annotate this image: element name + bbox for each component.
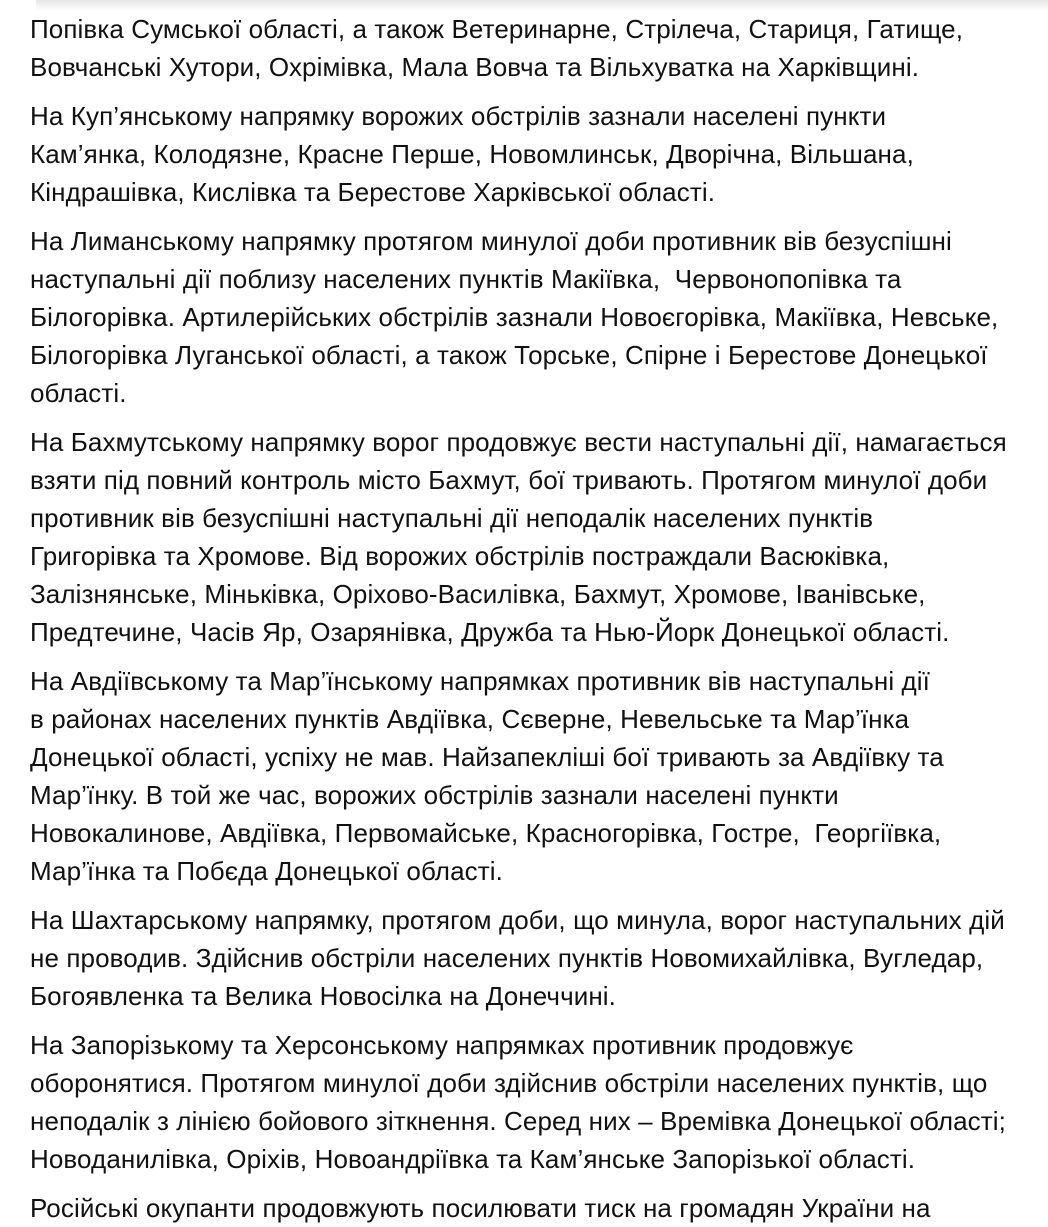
text-line: На Запорізькому та Херсонському напрямках противник продовжує: [30, 1030, 854, 1060]
text-line: Залізнянське, Міньківка, Оріхово-Василівка, Бахмут, Хромове, Іванівське,: [30, 579, 926, 609]
text-line: противник вів безуспішні наступальні дії неподалік населених пунктів: [30, 503, 874, 533]
text-line: На Авдіївському та Мар’їнському напрямках противник вів наступальні дії: [30, 666, 930, 696]
text-line: в районах населених пунктів Авдіївка, Сєверне, Невельське та Мар’їнка: [30, 704, 910, 734]
text-line: неподалік з лінією бойового зіткнення. Серед них – Времівка Донецької області;: [30, 1106, 1006, 1136]
text-line: Предтечине, Часів Яр, Озарянівка, Дружба та Нью-Йорк Донецької області.: [30, 617, 950, 647]
text-line: Мар’їнка та Побєда Донецької області.: [30, 856, 503, 886]
text-line: На Куп’янському напрямку ворожих обстрілів зазнали населені пункти: [30, 101, 887, 131]
text-line: наступальні дії поблизу населених пунктів Макіївка, Червонопопівка та: [30, 264, 902, 294]
text-line: оборонятися. Протягом минулої доби здійснив обстріли населених пунктів, що: [30, 1068, 988, 1098]
paragraph: [30, 10, 1022, 86]
text-line: На Лиманському напрямку протягом минулої доби противник вів безуспішні: [30, 226, 952, 256]
text-line: Донецької області, успіху не мав. Найзапекліші бої тривають за Авдіївку та: [30, 742, 944, 772]
text-line: Новоданилівка, Оріхів, Новоандріївка та Кам’янське Запорізької області.: [30, 1144, 916, 1174]
text-line: Російські окупанти продовжують посилювати тиск на громадян України на: [30, 1193, 931, 1223]
image-bottom-edge: [36, 0, 1048, 11]
text-line: взяти під повний контроль місто Бахмут, бої тривають. Протягом минулої доби: [30, 465, 988, 495]
text-line: На Шахтарському напрямку, протягом доби, що минула, ворог наступальних дій: [30, 905, 1005, 935]
paragraph: [30, 1189, 1022, 1227]
paragraph: [30, 662, 1022, 890]
text-line: Попівка Сумської області, а також Ветеринарне, Стрілеча, Стариця, Гатище,: [30, 14, 964, 44]
text-line: Мар’їнку. В той же час, ворожих обстрілів зазнали населені пункти: [30, 780, 839, 810]
paragraph: [30, 222, 1022, 412]
text-line: Білогорівка Луганської області, а також Торське, Спірне і Берестове Донецької: [30, 340, 988, 370]
text-line: Григорівка та Хромове. Від ворожих обстрілів постраждали Васюківка,: [30, 541, 890, 571]
paragraph: [30, 423, 1022, 651]
text-line: Новокалинове, Авдіївка, Первомайське, Красногорівка, Гостре, Георгіївка,: [30, 818, 942, 848]
text-line: не проводив. Здійснив обстріли населених пунктів Новомихайлівка, Вугледар,: [30, 943, 984, 973]
text-line: На Бахмутському напрямку ворог продовжує вести наступальні дії, намагається: [30, 427, 1007, 457]
paragraph: [30, 901, 1022, 1015]
text-line: Вовчанські Хутори, Охрімівка, Мала Вовча та Вільхуватка на Харківщині.: [30, 52, 920, 82]
text-line: Білогорівка. Артилерійських обстрілів зазнали Новоєгорівка, Макіївка, Невське,: [30, 302, 999, 332]
text-line: Богоявленка та Велика Новосілка на Донеччині.: [30, 981, 616, 1011]
paragraph: [30, 1026, 1022, 1178]
text-line: області.: [30, 378, 127, 408]
text-line: Кіндрашівка, Кислівка та Берестове Харківської області.: [30, 177, 716, 207]
text-line: Кам’янка, Колодязне, Красне Перше, Новомлинськ, Дворічна, Вільшана,: [30, 139, 914, 169]
paragraph: [30, 97, 1022, 211]
